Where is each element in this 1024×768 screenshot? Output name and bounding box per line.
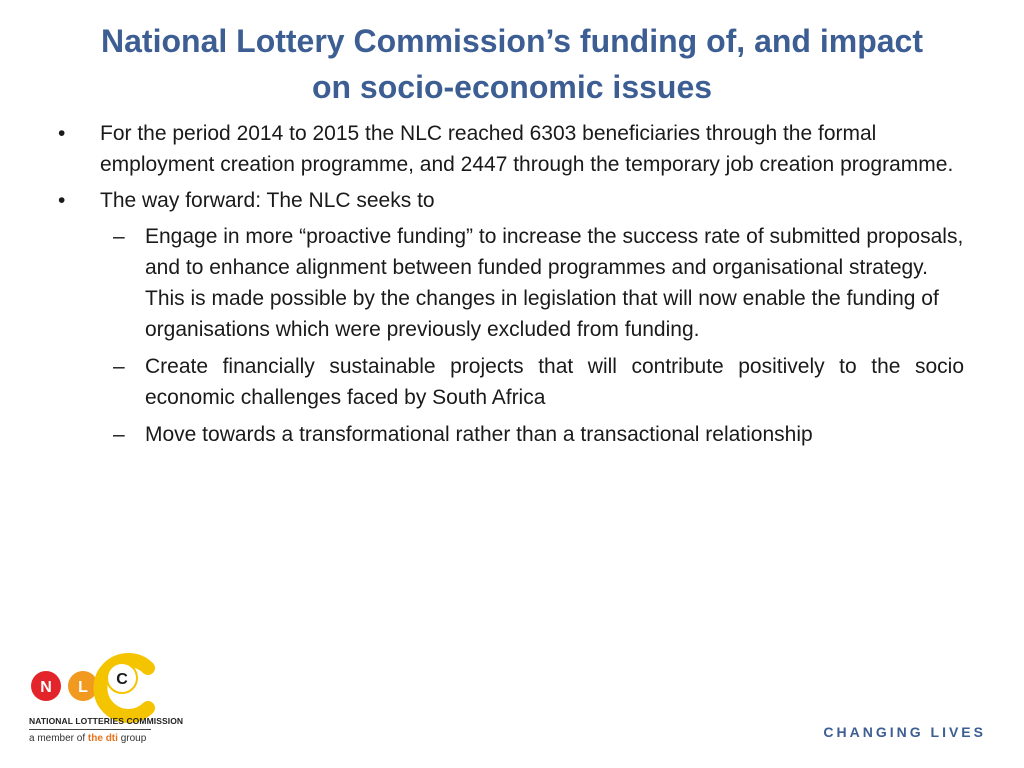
dash-mark: –: [113, 225, 125, 248]
bullet-item: [58, 185, 964, 216]
sub-bullet-text: Move towards a transformational rather than a transactional relationship: [145, 423, 813, 446]
slide-title: [40, 18, 984, 110]
slide-title-line1: National Lottery Commission’s funding of, and impact: [101, 23, 923, 59]
dash-mark: –: [113, 423, 125, 446]
dash-mark: –: [113, 355, 125, 378]
logo-member-line: [29, 733, 146, 744]
sub-bullet-item: [58, 351, 964, 413]
slide-title-line2: on socio-economic issues: [311, 69, 713, 105]
logo-letter-l: L: [78, 679, 88, 696]
bullet-text: The way forward: The NLC seeks to: [100, 189, 435, 212]
logo-letter-n: N: [40, 679, 52, 696]
sub-bullet-item: [58, 221, 964, 345]
logo-letter-c: C: [116, 671, 128, 688]
sub-bullet-item: [58, 419, 964, 450]
bullet-mark: •: [58, 122, 66, 145]
logo-member-brand: the dti: [87, 733, 118, 744]
footer-tagline: CHANGING LIVES: [823, 724, 986, 740]
logo-member-suffix: group: [117, 733, 147, 744]
logo-divider: [29, 729, 151, 730]
sub-bullet-text: Engage in more “proactive funding” to increase the success rate of submitted proposals, and to enhance alignment between funded programmes and organisational strategy. This is made possible by the changes in legislation that will now enable the funding of organisations which were previously excluded from funding.: [145, 225, 964, 341]
bullet-mark: •: [58, 189, 66, 212]
slide-content: [58, 118, 964, 456]
bullet-item: [58, 118, 964, 180]
bullet-text: For the period 2014 to 2015 the NLC reached 6303 beneficiaries through the formal employment creation programme, and 2447 through the temporary job creation programme.: [100, 122, 954, 176]
logo-member-prefix: a member of: [29, 733, 88, 744]
logo-name: NATIONAL LOTTERIES COMMISSION: [29, 716, 184, 726]
sub-bullet-text: Create financially sustainable projects that will contribute positively to the socio economic challenges faced by South Africa: [145, 355, 964, 409]
